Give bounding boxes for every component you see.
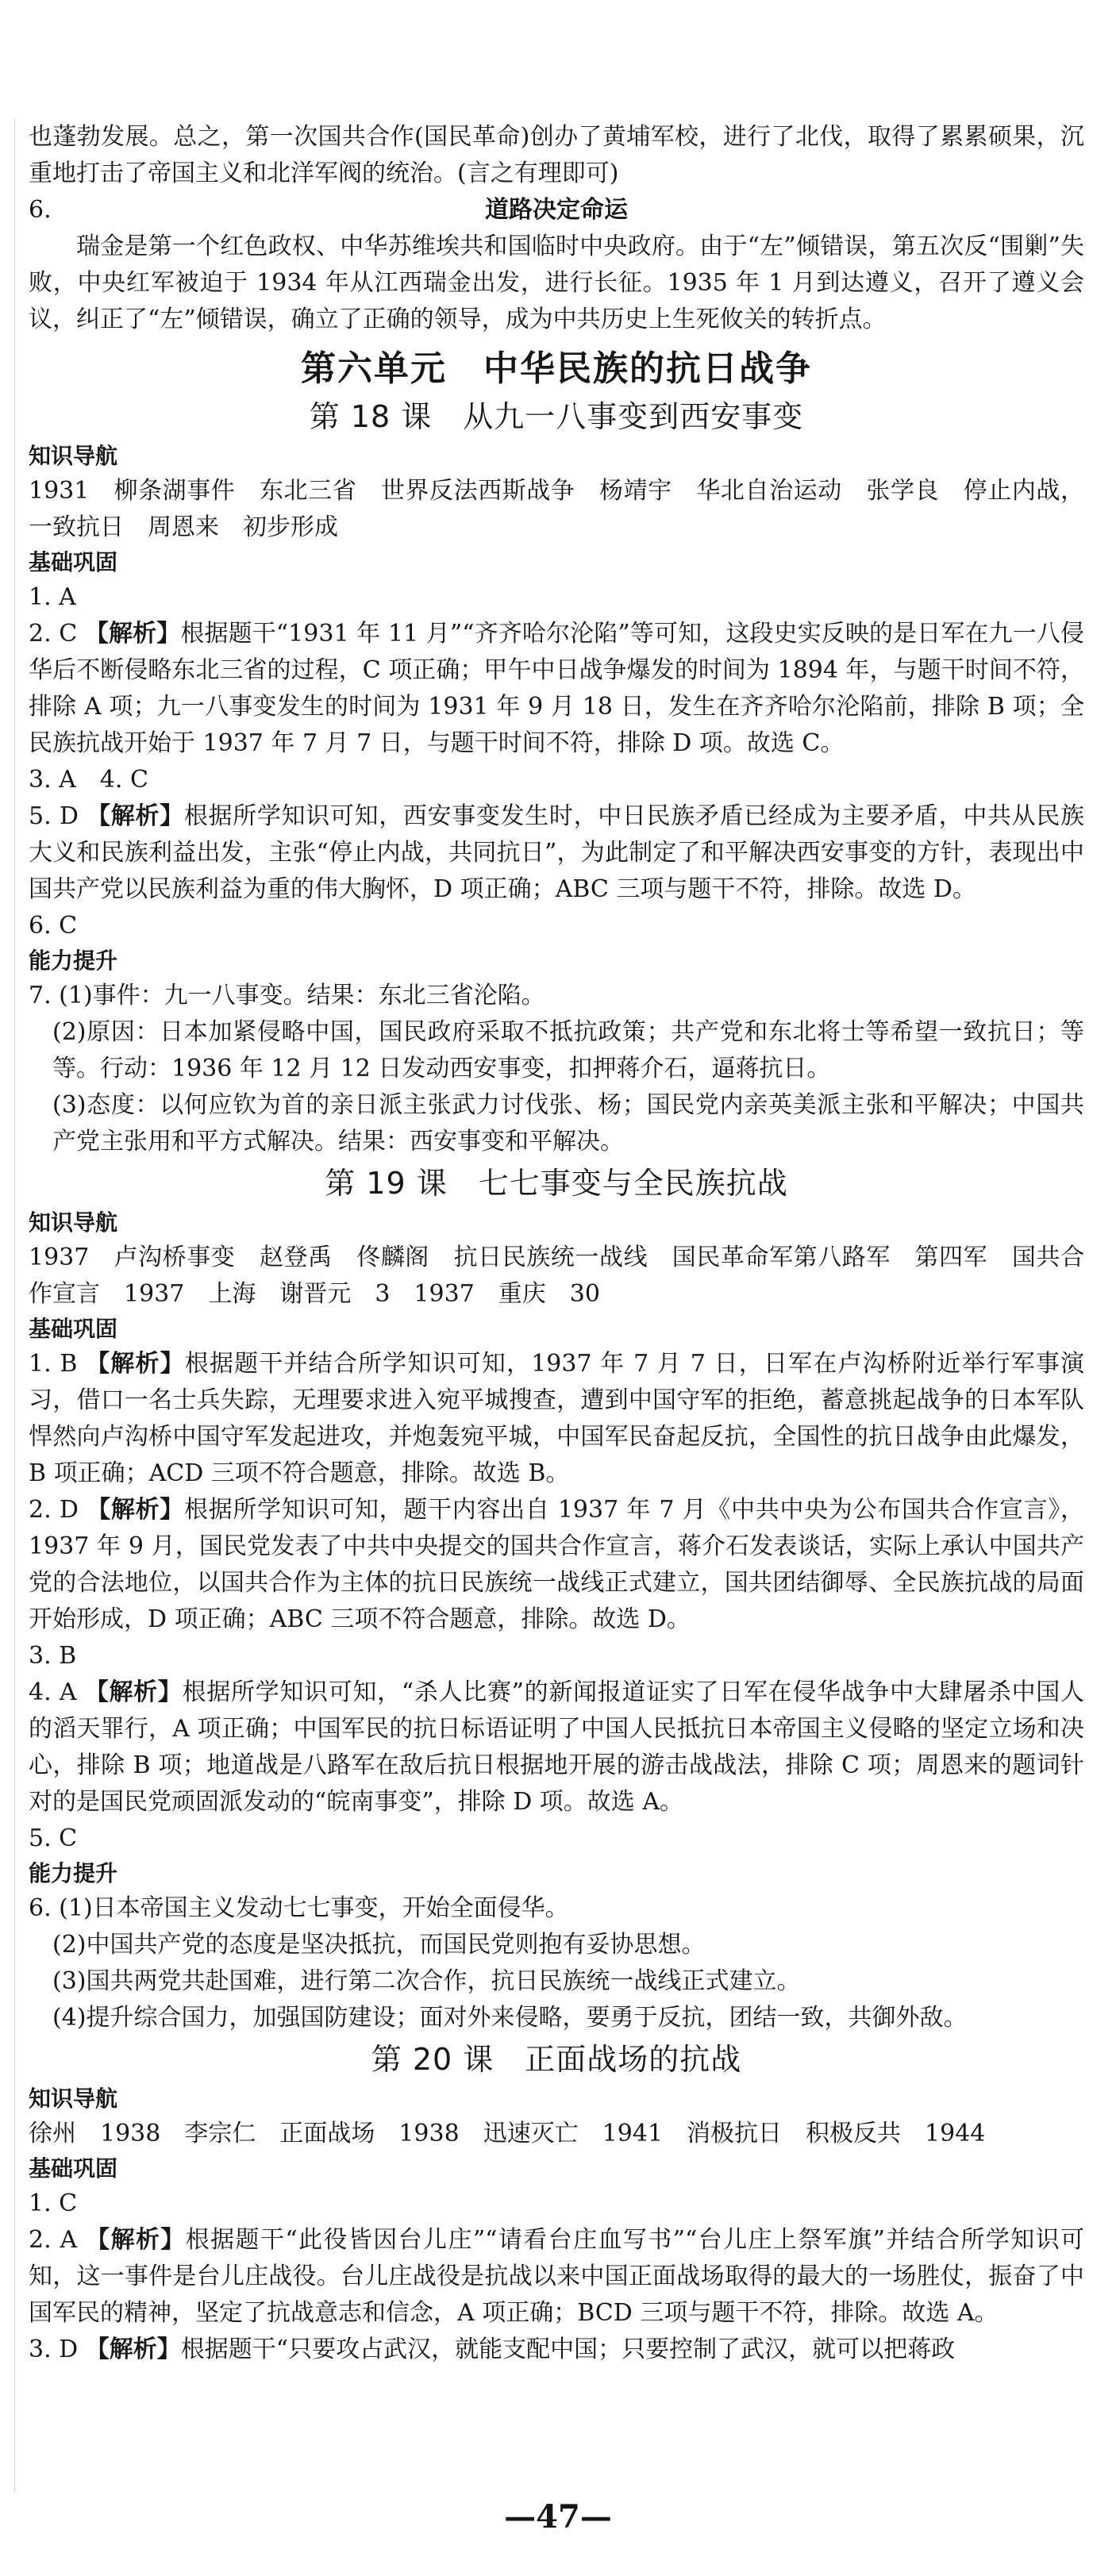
lesson-19-answer-5: 5. C xyxy=(29,1824,78,1852)
answer-page xyxy=(29,119,1084,2368)
answer-number: 4. A xyxy=(29,1678,77,1706)
analysis-tag: 【解析】 xyxy=(86,2226,186,2254)
answer-number: 2. C xyxy=(29,620,78,648)
lesson-18-answer-6: 6. C xyxy=(29,912,78,940)
lesson-19-answer-6-4: (4)提升综合国力，加强国防建设；面对外来侵略，要勇于反抗，团结一致，共御外敌。 xyxy=(52,2004,968,2032)
lesson-20-nav-heading: 知识导航 xyxy=(29,2086,118,2112)
lesson-19-basic-heading: 基础巩固 xyxy=(29,1316,118,1342)
continued-paragraph: 也蓬勃发展。总之，第一次国共合作(国民革命)创办了黄埔军校，进行了北伐，取得了累累硕果，沉重地打击了帝国主义和北洋军阀的统治。(言之有理即可) xyxy=(29,123,1084,187)
page-number: —47— xyxy=(504,2498,612,2536)
question-6-body: 瑞金是第一个红色政权、中华苏维埃共和国临时中央政府。由于“左”倾错误，第五次反“围剿”失败，中央红军被迫于 1934 年从江西瑞金出发，进行长征。1935 年 1 月到达遵义，召开了遵义会议，纠正了“左”倾错误，确立了正确的领导，成为中共历史上生死攸关的转折点。 xyxy=(29,233,1084,333)
answer-number: 2. A xyxy=(29,2226,78,2254)
analysis-text: 根据所学知识可知，“杀人比赛”的新闻报道证实了日军在侵华战争中大肆屠杀中国人的滔天罪行，A 项正确；中国军民的抗日标语证明了中国人民抵抗日本帝国主义侵略的坚定立场和决心，排除 B 项；地道战是八路军在敌后抗日根据地开展的游击战战法，排除 C 项；周恩来的题词针对的是国民党顽固派发动的“皖南事变”，排除 D 项。故选 A。 xyxy=(29,1678,1084,1816)
lesson-20-answer-3 xyxy=(29,2332,1084,2368)
lesson-19-answer-6-3: (3)国共两党共赴国难，进行第二次合作，抗日民族统一战线正式建立。 xyxy=(52,1967,801,1995)
lesson-19-nav-heading: 知识导航 xyxy=(29,1209,118,1236)
answer-number: 2. D xyxy=(29,1496,79,1524)
lesson-20-answer-2 xyxy=(29,2222,1084,2332)
analysis-text: 根据所学知识可知，西安事变发生时，中日民族矛盾已经成为主要矛盾，中共从民族大义和民族利益出发，主张“停止内战，共同抗日”，为此制定了和平解决西安事变的方针，表现出中国共产党以民族利益为重的伟大胸怀，D 项正确；ABC 三项与题干不符，排除。故选 D。 xyxy=(29,802,1085,903)
lesson-20-basic-heading: 基础巩固 xyxy=(29,2155,118,2182)
analysis-text: 根据题干并结合所学知识可知，1937 年 7 月 7 日，日军在卢沟桥附近举行军事演习，借口一名士兵失踪，无理要求进入宛平城搜查，遭到中国守军的拒绝，蓄意挑起战争的日本军队悍然向卢沟桥中国守军发起进攻，并炮轰宛平城，中国军民奋起反抗，全国性的抗日战争由此爆发，B 项正确；ACD 三项不符合题意，排除。故选 B。 xyxy=(29,1350,1085,1487)
unit-title: 第六单元 中华民族的抗日战争 xyxy=(301,348,812,389)
lesson-18-ability-heading: 能力提升 xyxy=(29,948,118,974)
lesson-18-nav-keywords: 1931 柳条湖事件 东北三省 世界反法西斯战争 杨靖宇 华北自治运动 张学良 停止内战，一致抗日 周恩来 初步形成 xyxy=(29,477,1084,541)
lesson-19-answer-2 xyxy=(29,1492,1084,1638)
analysis-text: 根据题干“此役皆因台儿庄”“请看台庄血写书”“台儿庄上祭军旗”并结合所学知识可知，这一事件是台儿庄战役。台儿庄战役是抗战以来中国正面战场取得的最大的一场胜仗，振奋了中国军民的精神，坚定了抗战意志和信念，A 项正确；BCD 三项与题干不符，排除。故选 A。 xyxy=(29,2226,1085,2327)
analysis-text: 根据题干“1931 年 11 月”“齐齐哈尔沦陷”等可知，这段史实反映的是日军在九一八侵华后不断侵略东北三省的过程，C 项正确；甲午中日战争爆发的时间为 1894 年，与题干时间不符，排除 A 项；九一八事变发生的时间为 1931 年 9 月 18 日，发生在齐齐哈尔沦陷前，排除 B 项；全民族抗战开始于 1937 年 7 月 7 日，与题干时间不符，排除 D 项。故选 C。 xyxy=(29,620,1084,757)
lesson-18-answer-2 xyxy=(29,616,1084,762)
analysis-tag: 【解析】 xyxy=(87,802,184,830)
answer-number: 1. B xyxy=(29,1350,78,1378)
lesson-18-basic-heading: 基础巩固 xyxy=(29,549,118,575)
analysis-text: 根据题干“只要攻占武汉，就能支配中国；只要控制了武汉，就可以把蒋政 xyxy=(180,2336,956,2363)
lesson-18-title: 第 18 课 从九一八事变到西安事变 xyxy=(309,399,804,434)
lesson-19-answer-4 xyxy=(29,1674,1084,1821)
lesson-18-answer-3-4: 3. A 4. C xyxy=(29,766,148,794)
analysis-tag: 【解析】 xyxy=(86,1350,185,1378)
analysis-tag: 【解析】 xyxy=(84,1678,183,1706)
lesson-18-answer-7-1: 7. (1)事件：九一八事变。结果：东北三省沦陷。 xyxy=(29,982,545,1009)
analysis-tag: 【解析】 xyxy=(85,2336,181,2363)
lesson-20-nav-keywords: 徐州 1938 李宗仁 正面战场 1938 迅速灭亡 1941 消极抗日 积极反共 1944 xyxy=(29,2120,986,2147)
lesson-18-answer-7-2: (2)原因：日本加紧侵略中国，国民政府采取不抵抗政策；共产党和东北将士等希望一致抗日；等等。行动：1936 年 12 月 12 日发动西安事变，扣押蒋介石，逼蒋抗日。 xyxy=(52,1018,1084,1082)
question-6-title: 道路决定命运 xyxy=(485,196,628,224)
lesson-19-answer-6-1: 6. (1)日本帝国主义发动七七事变，开始全面侵华。 xyxy=(29,1894,569,1922)
answer-number: 3. D xyxy=(29,2336,79,2363)
lesson-19-nav-keywords: 1937 卢沟桥事变 赵登禹 佟麟阁 抗日民族统一战线 国民革命军第八路军 第四军 国共合作宣言 1937 上海 谢晋元 3 1937 重庆 30 xyxy=(29,1244,1084,1308)
lesson-19-title: 第 19 课 七七事变与全民族抗战 xyxy=(325,1166,788,1201)
analysis-tag: 【解析】 xyxy=(87,1496,184,1524)
lesson-19-answer-3: 3. B xyxy=(29,1642,77,1670)
question-6-number: 6. xyxy=(29,196,52,224)
analysis-text: 根据所学知识可知，题干内容出自 1937 年 7 月《中共中央为公布国共合作宣言》，1937 年 9 月，国民党发表了中共中央提交的国共合作宣言，蒋介石发表谈话，实际上承认中国共产党的合法地位，以国共合作为主体的抗日民族统一战线正式建立，国共团结御辱、全民族抗战的局面开始形成，D 项正确；ABC 三项不符合题意，排除。故选 D。 xyxy=(29,1496,1084,1633)
lesson-19-answer-1 xyxy=(29,1346,1084,1492)
lesson-20-title: 第 20 课 正面战场的抗战 xyxy=(371,2042,742,2077)
left-margin-line xyxy=(14,119,15,2492)
analysis-tag: 【解析】 xyxy=(84,620,181,648)
lesson-19-ability-heading: 能力提升 xyxy=(29,1860,118,1886)
answer-number: 5. D xyxy=(29,802,79,830)
lesson-18-nav-heading: 知识导航 xyxy=(29,443,118,469)
lesson-18-answer-7-3: (3)态度：以何应钦为首的亲日派主张武力讨伐张、杨；国民党内亲英美派主张和平解决；中国共产党主张用和平方式解决。结果：西安事变和平解决。 xyxy=(52,1091,1084,1155)
lesson-18-answer-5 xyxy=(29,798,1084,908)
lesson-18-answer-1: 1. A xyxy=(29,583,76,611)
lesson-20-answer-1: 1. C xyxy=(29,2190,78,2217)
lesson-19-answer-6-2: (2)中国共产党的态度是坚决抵抗，而国民党则抱有妥协思想。 xyxy=(52,1931,706,1959)
